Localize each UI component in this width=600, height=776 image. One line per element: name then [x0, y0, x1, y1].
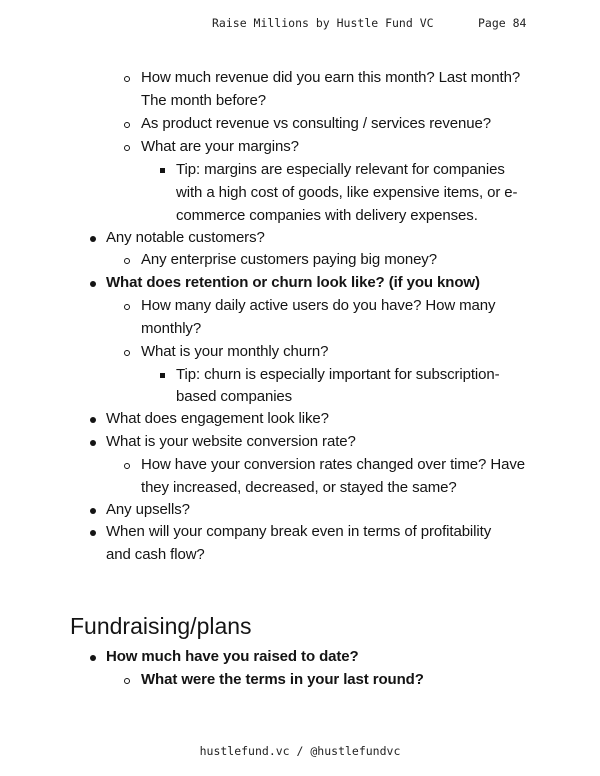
- hollow-bullet-icon: [124, 122, 130, 128]
- page-footer: hustlefund.vc / @hustlefundvc: [199, 744, 401, 758]
- list-item-margins-tip-cont-2: commerce companies with delivery expenses.: [176, 207, 478, 224]
- list-item-churn-tip: Tip: churn is especially important for subscription-: [176, 366, 500, 383]
- filled-bullet-icon: [90, 236, 96, 242]
- filled-bullet-icon: [90, 281, 96, 287]
- list-item-churn-tip-cont: based companies: [176, 388, 293, 405]
- filled-bullet-icon: [90, 655, 96, 661]
- filled-bullet-icon: [90, 440, 96, 446]
- list-item-engagement: What does engagement look like?: [106, 410, 329, 427]
- square-bullet-icon: [160, 168, 165, 173]
- section-heading: Fundraising/plans: [70, 613, 252, 639]
- list-item-margins: What are your margins?: [141, 138, 299, 155]
- list-item-conversion-change-cont: they increased, decreased, or stayed the same?: [141, 479, 457, 496]
- list-item-upsells: Any upsells?: [106, 501, 190, 518]
- hollow-bullet-icon: [124, 304, 130, 310]
- list-item-monthly-churn: What is your monthly churn?: [141, 343, 329, 360]
- list-item-raised-to-date: How much have you raised to date?: [106, 648, 359, 665]
- list-item-retention: What does retention or churn look like? (if you know): [106, 274, 480, 291]
- list-item-margins-tip: Tip: margins are especially relevant for companies: [176, 161, 505, 178]
- page-number: Page 84: [478, 16, 527, 30]
- list-item-last-round-terms: What were the terms in your last round?: [141, 671, 424, 688]
- list-item-conversion-rate: What is your website conversion rate?: [106, 433, 356, 450]
- hollow-bullet-icon: [124, 258, 130, 264]
- list-item-margins-tip-cont-1: with a high cost of goods, like expensive items, or e-: [176, 184, 518, 201]
- list-item-break-even: When will your company break even in terms of profitability: [106, 523, 492, 540]
- hollow-bullet-icon: [124, 463, 130, 469]
- list-item-daily-active-users: How many daily active users do you have? How many: [141, 297, 496, 314]
- filled-bullet-icon: [90, 508, 96, 514]
- list-item-revenue-question-cont: The month before?: [141, 92, 267, 109]
- hollow-bullet-icon: [124, 76, 130, 82]
- square-bullet-icon: [160, 373, 165, 378]
- list-item-daily-active-users-cont: monthly?: [141, 320, 202, 337]
- filled-bullet-icon: [90, 417, 96, 423]
- list-item-break-even-cont: and cash flow?: [106, 546, 205, 563]
- running-header-title: Raise Millions by Hustle Fund VC: [212, 16, 434, 30]
- hollow-bullet-icon: [124, 678, 130, 684]
- list-item-conversion-change: How have your conversion rates changed over time? Have: [141, 456, 525, 473]
- list-item-product-vs-services: As product revenue vs consulting / services revenue?: [141, 115, 491, 132]
- list-item-enterprise-customers: Any enterprise customers paying big money?: [141, 251, 437, 268]
- hollow-bullet-icon: [124, 145, 130, 151]
- list-item-notable-customers: Any notable customers?: [106, 229, 265, 246]
- filled-bullet-icon: [90, 530, 96, 536]
- hollow-bullet-icon: [124, 350, 130, 356]
- list-item-revenue-question: How much revenue did you earn this month? Last month?: [141, 69, 521, 86]
